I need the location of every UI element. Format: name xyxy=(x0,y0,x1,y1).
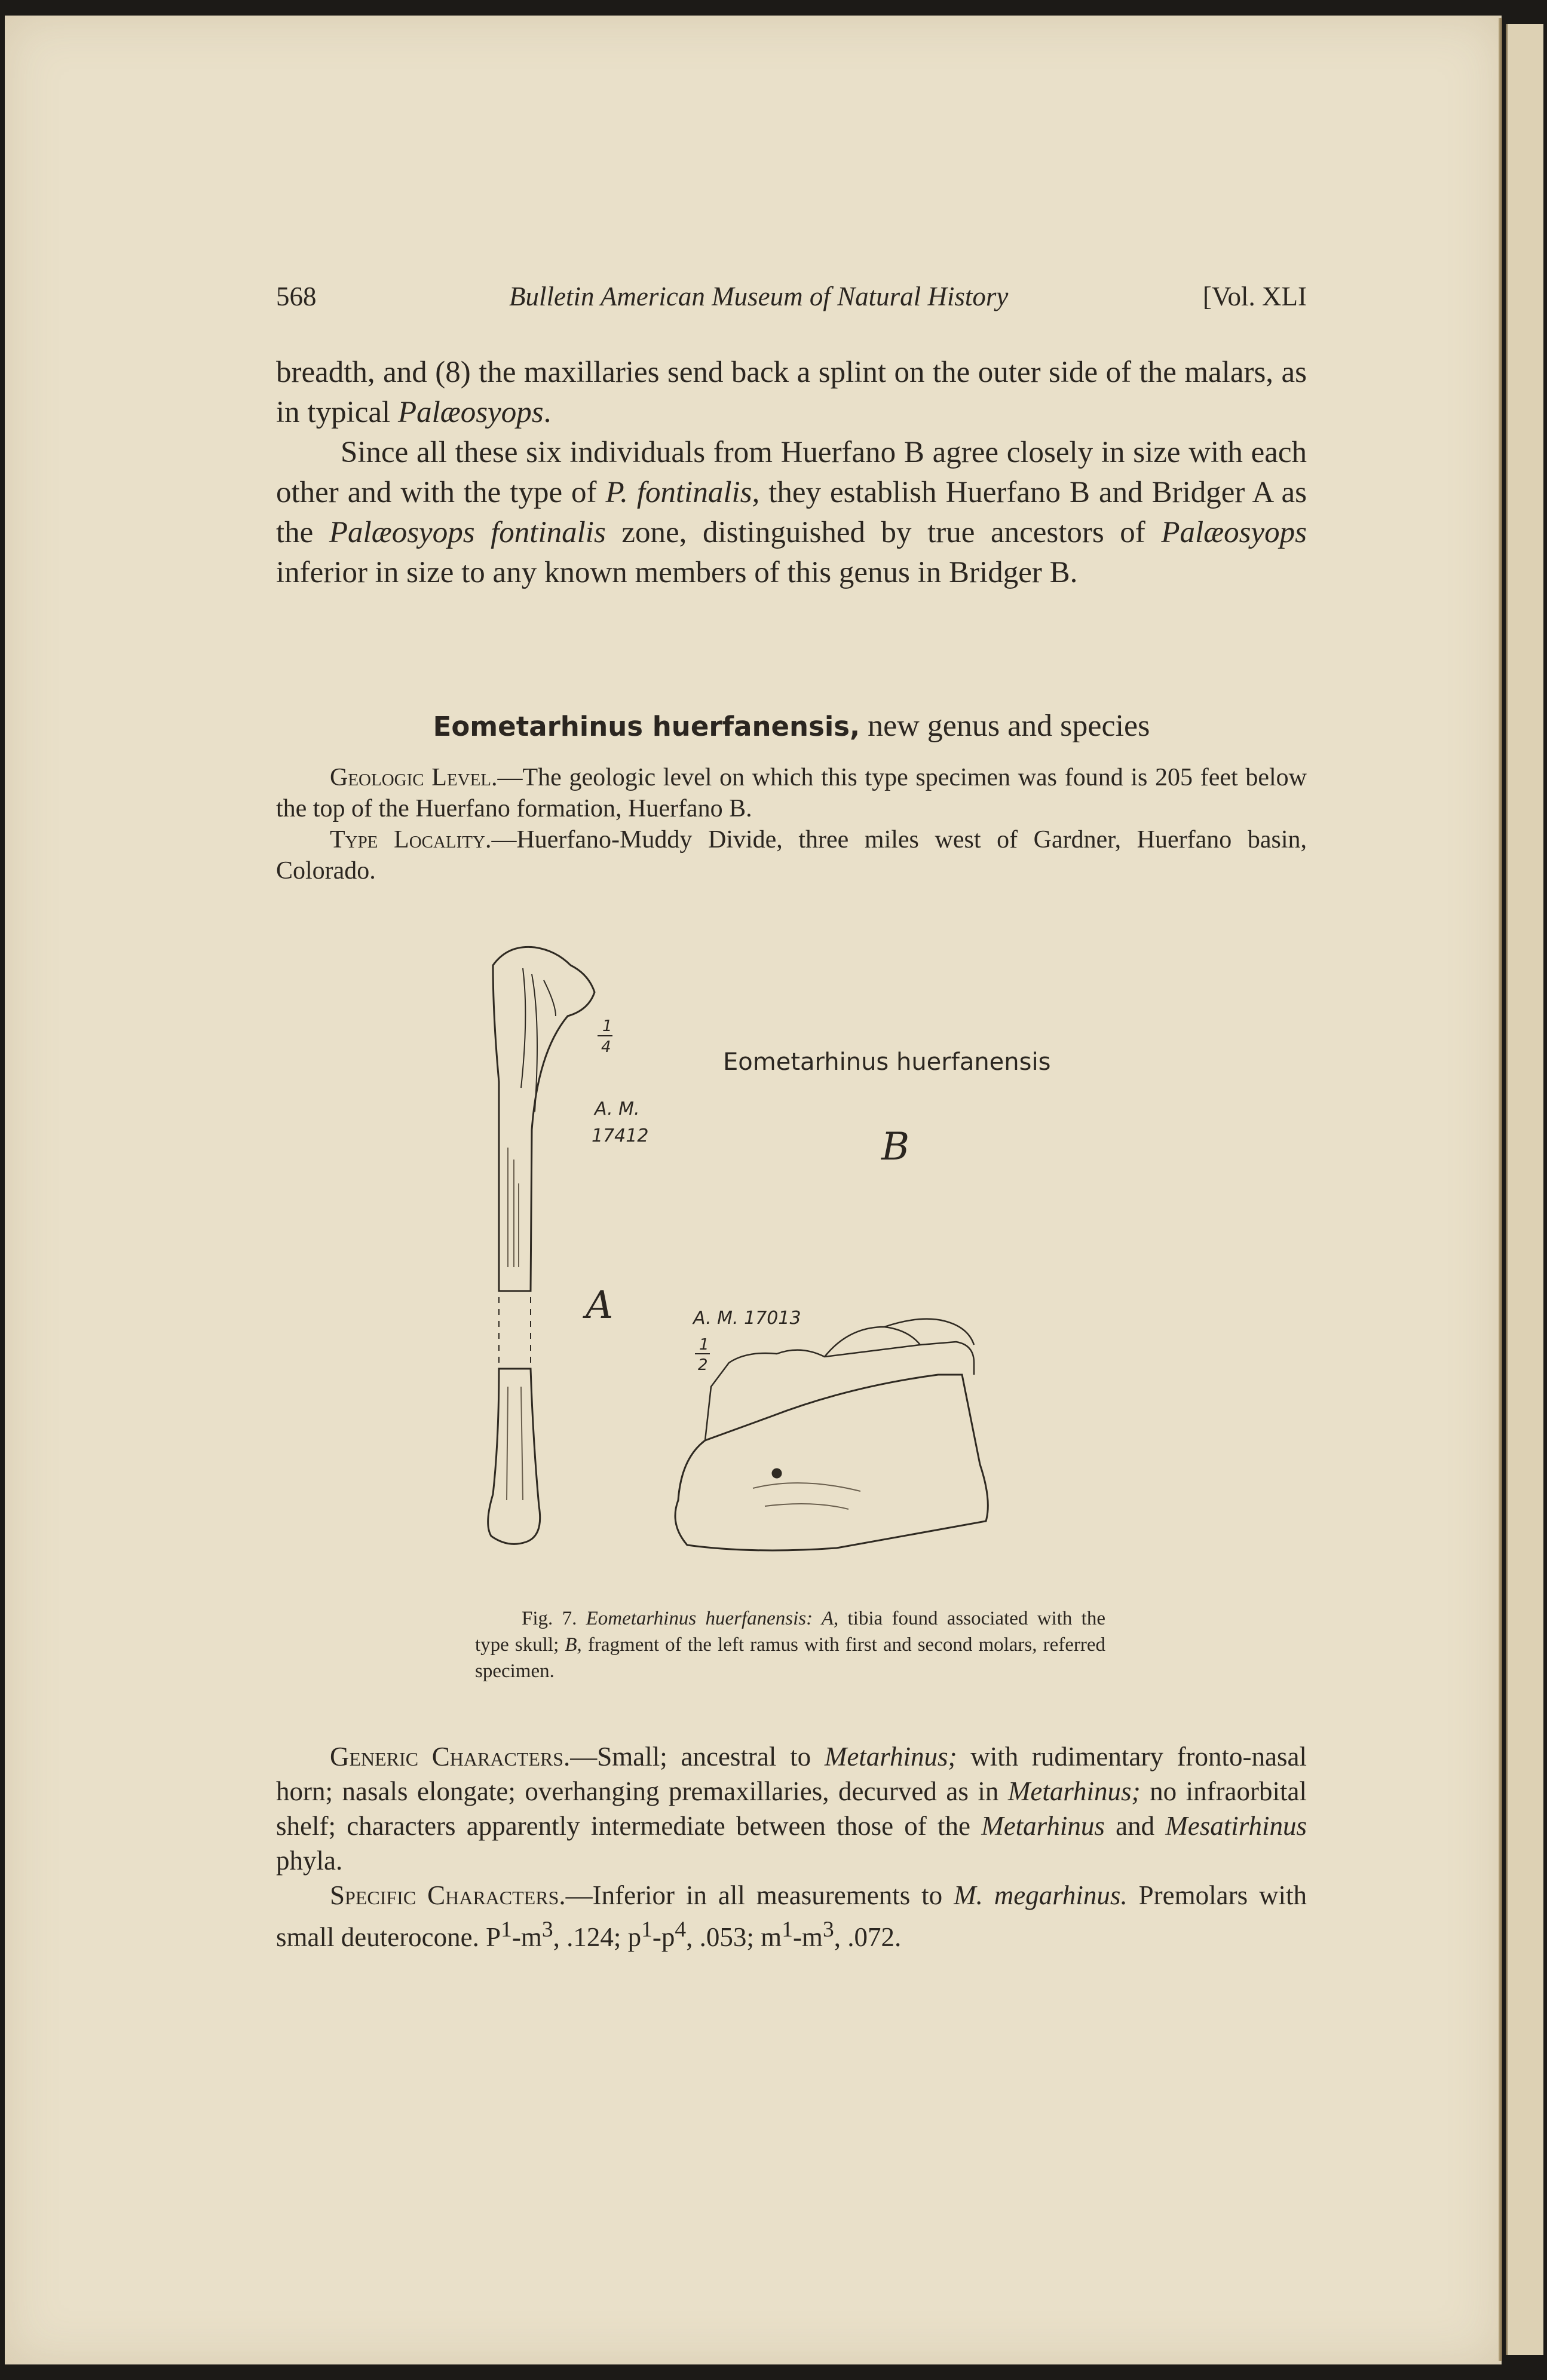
species-name: Eometarhinus huerfanensis, xyxy=(433,711,860,742)
superscript: 1 xyxy=(782,1917,793,1942)
binding-fold xyxy=(1499,18,1502,2361)
italic-run: Palæosyops fontinalis xyxy=(329,516,606,549)
figure-caption xyxy=(475,1605,1105,1684)
italic-run: Metarhinus; xyxy=(824,1742,957,1772)
text-run: breadth, and (8) the maxillaries send back a splint on the outer side of the malars, as in typical xyxy=(276,356,1307,429)
section-label: Geologic Level. xyxy=(330,764,498,791)
intro-paragraph-1 xyxy=(276,353,1307,433)
figure-7 xyxy=(466,932,1123,1584)
italic-run: Palæosyops xyxy=(1161,516,1307,549)
caption-paragraph xyxy=(475,1605,1105,1684)
text-run: -p xyxy=(652,1922,675,1952)
figure-label-a: A xyxy=(586,1283,614,1327)
superscript: 3 xyxy=(541,1917,553,1942)
text-run: phyla. xyxy=(276,1846,343,1876)
scale-a-denominator: 4 xyxy=(601,1038,611,1056)
intro-text xyxy=(276,353,1307,593)
text-run: with rudimentary fronto-nasal horn; nasals elongate; overhanging premaxillaries, decurved as in xyxy=(276,1742,1307,1806)
generic-characters-paragraph xyxy=(276,1739,1307,1878)
scale-b-denominator: 2 xyxy=(698,1356,708,1374)
superscript: 1 xyxy=(501,1917,512,1942)
text-run: —Huerfano-Muddy Divide, three miles west of Gardner, Huerfano basin, Colorado. xyxy=(276,826,1307,885)
superscript: 1 xyxy=(641,1917,653,1942)
text-run: . xyxy=(543,396,552,429)
text-run: they establish Huerfano B and Bridger A as the xyxy=(276,476,1307,549)
text-run: zone, distinguished by true ancestors of xyxy=(605,516,1162,549)
text-run: , .072. xyxy=(834,1922,902,1952)
jaw-fragment-illustration xyxy=(675,1375,988,1550)
text-run: , .124; p xyxy=(553,1922,642,1952)
geologic-level-paragraph xyxy=(276,762,1307,824)
specimen-a-number-2: 17412 xyxy=(592,1125,649,1146)
volume-label: [Vol. XLI xyxy=(1202,282,1307,311)
italic-run: Metarhinus; xyxy=(1007,1776,1141,1806)
text-run: -m xyxy=(511,1922,542,1952)
section-label: Specific Characters. xyxy=(330,1880,566,1910)
scale-b-numerator: 1 xyxy=(699,1336,709,1354)
text-run: Premolars with small deuterocone. P xyxy=(276,1880,1307,1952)
text-run: —Inferior in all measurements to xyxy=(565,1880,954,1910)
specimen-a-number-1: A. M. xyxy=(595,1099,640,1119)
superscript: 3 xyxy=(822,1917,834,1942)
running-header xyxy=(276,281,1307,323)
text-run: -m xyxy=(792,1922,823,1952)
text-run: and xyxy=(1104,1811,1166,1841)
intro-paragraph-2 xyxy=(276,433,1307,593)
specimen-b-number: A. M. 17013 xyxy=(693,1308,801,1329)
italic-run: B xyxy=(565,1634,577,1656)
italic-run: M. megarhinus. xyxy=(954,1880,1128,1910)
figure-title: Eometarhinus huerfanensis xyxy=(723,1048,1051,1076)
superscript: 4 xyxy=(675,1917,687,1942)
text-run: , fragment of the left ramus with first and second molars, referred specimen. xyxy=(475,1634,1106,1682)
italic-run: P. fontinalis, xyxy=(605,476,760,509)
page-number: 568 xyxy=(276,282,317,311)
italic-run: Mesatirhinus xyxy=(1165,1811,1307,1841)
italic-run: Eometarhinus huerfanensis: A xyxy=(586,1608,834,1629)
figure-number: Fig. 7. xyxy=(522,1608,586,1629)
figure-drawing xyxy=(466,932,1123,1584)
adjacent-page-edge xyxy=(1506,24,1543,2355)
characters-block xyxy=(276,1739,1307,1954)
section-label: Generic Characters. xyxy=(330,1742,571,1772)
text-run: Since all these six individuals from Huerfano B agree closely in size with each other and with the type of xyxy=(276,436,1307,509)
scale-a-numerator: 1 xyxy=(602,1017,612,1035)
specific-characters-paragraph xyxy=(276,1878,1307,1954)
type-locality-paragraph xyxy=(276,824,1307,886)
text-run: —The geologic level on which this type specimen was found is 205 feet below the top of the Huerfano formation, Huerfano B. xyxy=(276,764,1307,822)
italic-run: Metarhinus xyxy=(981,1811,1105,1841)
figure-label-b: B xyxy=(881,1125,910,1169)
heading-rest: new genus and species xyxy=(860,709,1150,743)
species-heading xyxy=(276,708,1307,744)
tibia-lower-illustration xyxy=(488,1369,540,1544)
running-title: Bulletin American Museum of Natural History xyxy=(509,282,1009,311)
section-label: Type Locality. xyxy=(330,826,492,854)
text-run: no infraorbital shelf; characters apparently intermediate between those of the xyxy=(276,1776,1307,1841)
text-run: , .053; m xyxy=(686,1922,782,1952)
locality-block xyxy=(276,762,1307,886)
text-run: —Small; ancestral to xyxy=(570,1742,825,1772)
text-run: , tibia found associated with the type skull; xyxy=(475,1608,1105,1656)
italic-run: Palæosyops xyxy=(397,396,544,429)
text-run: inferior in size to any known members of this genus in Bridger B. xyxy=(276,556,1078,589)
